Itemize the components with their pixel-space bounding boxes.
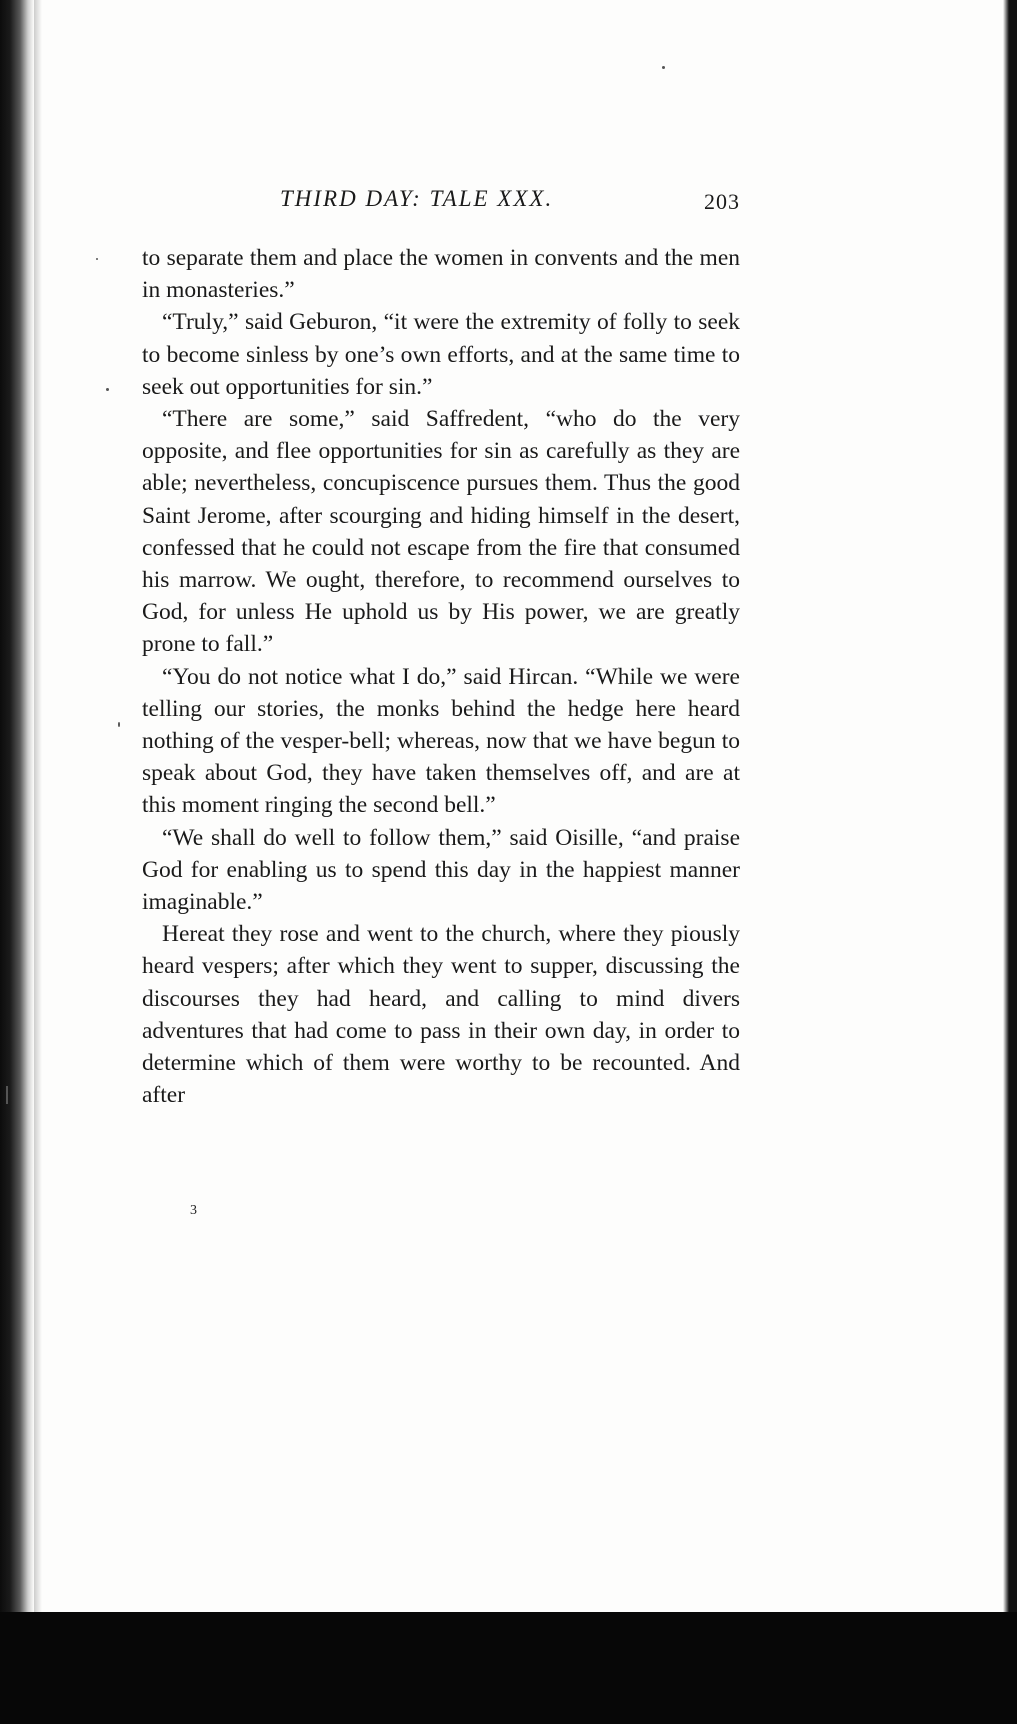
paragraph: “We shall do well to follow them,” said Oisille, “and praise God for enabling us to spend this day in the happiest manner imaginable.” <box>142 824 740 916</box>
signature-mark: 3 <box>190 1203 197 1218</box>
scan-speck <box>106 388 109 391</box>
scan-mark <box>6 1086 8 1104</box>
page-number: 203 <box>704 189 740 214</box>
paragraph: “You do not notice what I do,” said Hircan. “While we were telling our stories, the monks behind the hedge here heard nothing of the vesper-bell; whereas, now that we have begun to speak about God, they have taken themselves off, and are at this moment ringing the second bell.” <box>142 663 740 819</box>
running-head-title: THIRD DAY: TALE XXX. <box>280 186 554 211</box>
paragraph: “There are some,” said Saffredent, “who do the very opposite, and flee opportunities for sin as carefully as they are able; nevertheless, concupiscence pursues them. Thus the good Saint Jerome, after scourging and hiding himself in the desert, confessed that he could not escape from the fire that consumed his marrow. We ought, therefore, to recommend ourselves to God, for unless He uphold us by His power, we are greatly prone to fall.” <box>142 406 740 658</box>
scan-speck <box>662 66 665 69</box>
scan-speck <box>96 258 98 260</box>
running-head <box>140 186 740 220</box>
paragraph: Hereat they rose and went to the church, where they piously heard vespers; after which they went to supper, discussing the discourses they had heard, and calling to mind divers adventures that had come to pass in their own day, in order to determine which of them were worthy to be recounted. And after <box>142 921 740 1109</box>
binding-edge <box>0 0 34 1616</box>
scan-bottom-band <box>0 1612 1017 1724</box>
paragraph: to separate them and place the women in convents and the men in monasteries.” <box>142 245 740 304</box>
right-scan-edge <box>1003 0 1017 1724</box>
scan-speck <box>118 722 120 727</box>
paragraph: “Truly,” said Geburon, “it were the extremity of folly to seek to become sinless by one’s own efforts, and at the same time to seek out opportunities for sin.” <box>142 309 740 400</box>
body-text <box>142 242 740 1111</box>
binding-shadow <box>34 0 42 1616</box>
